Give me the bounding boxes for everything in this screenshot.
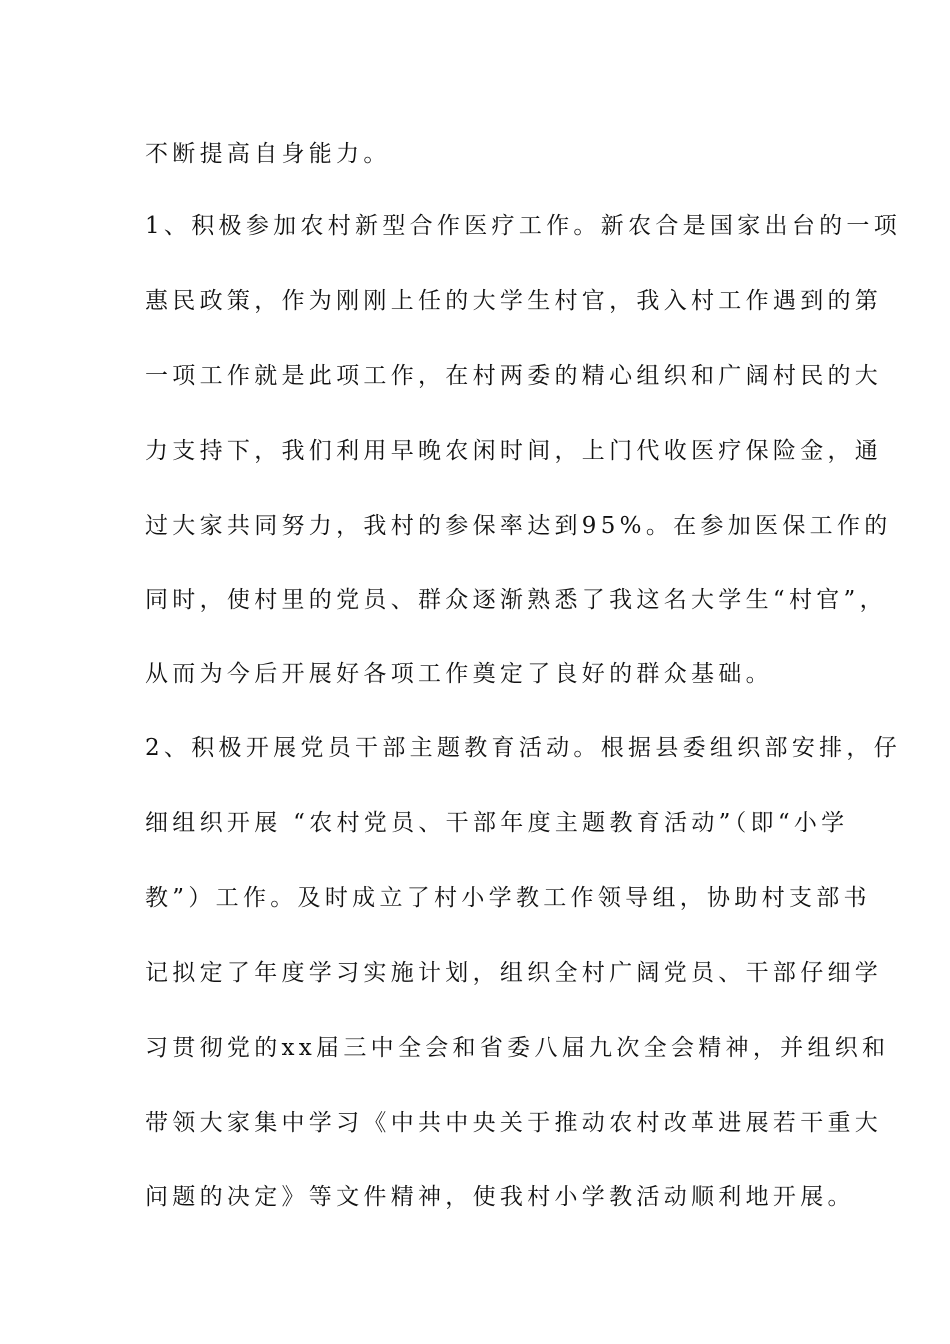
text-line: 细组织开展 “农村党员、干部年度主题教育活动”（即“小学 — [145, 810, 849, 836]
text-line: 从而为今后开展好各项工作奠定了良好的群众基础。 — [145, 661, 773, 687]
text-line: 1、积极参加农村新型合作医疗工作。新农合是国家出台的一项 — [145, 213, 902, 239]
text-line: 力支持下，我们利用早晚农闲时间，上门代收医疗保险金，通 — [145, 438, 883, 464]
text-line: 同时，使村里的党员、群众逐渐熟悉了我这名大学生“村官”， — [145, 587, 887, 613]
text-line: 不断提高自身能力。 — [145, 141, 391, 167]
text-line: 过大家共同努力，我村的参保率达到95%。在参加医保工作的 — [145, 513, 892, 539]
text-line: 带领大家集中学习《中共中央关于推动农村改革进展若干重大 — [145, 1110, 883, 1136]
text-line: 问题的决定》等文件精神，使我村小学教活动顺利地开展。 — [145, 1184, 855, 1210]
text-line: 教”）工作。及时成立了村小学教工作领导组，协助村支部书 — [145, 885, 871, 911]
text-line: 记拟定了年度学习实施计划，组织全村广阔党员、干部仔细学 — [145, 960, 883, 986]
text-line: 2、积极开展党员干部主题教育活动。根据县委组织部安排，仔 — [145, 735, 902, 761]
text-line: 习贯彻党的xx届三中全会和省委八届九次全会精神，并组织和 — [145, 1035, 890, 1061]
text-line: 惠民政策，作为刚刚上任的大学生村官，我入村工作遇到的第 — [145, 288, 883, 314]
text-line: 一项工作就是此项工作，在村两委的精心组织和广阔村民的大 — [145, 363, 883, 389]
